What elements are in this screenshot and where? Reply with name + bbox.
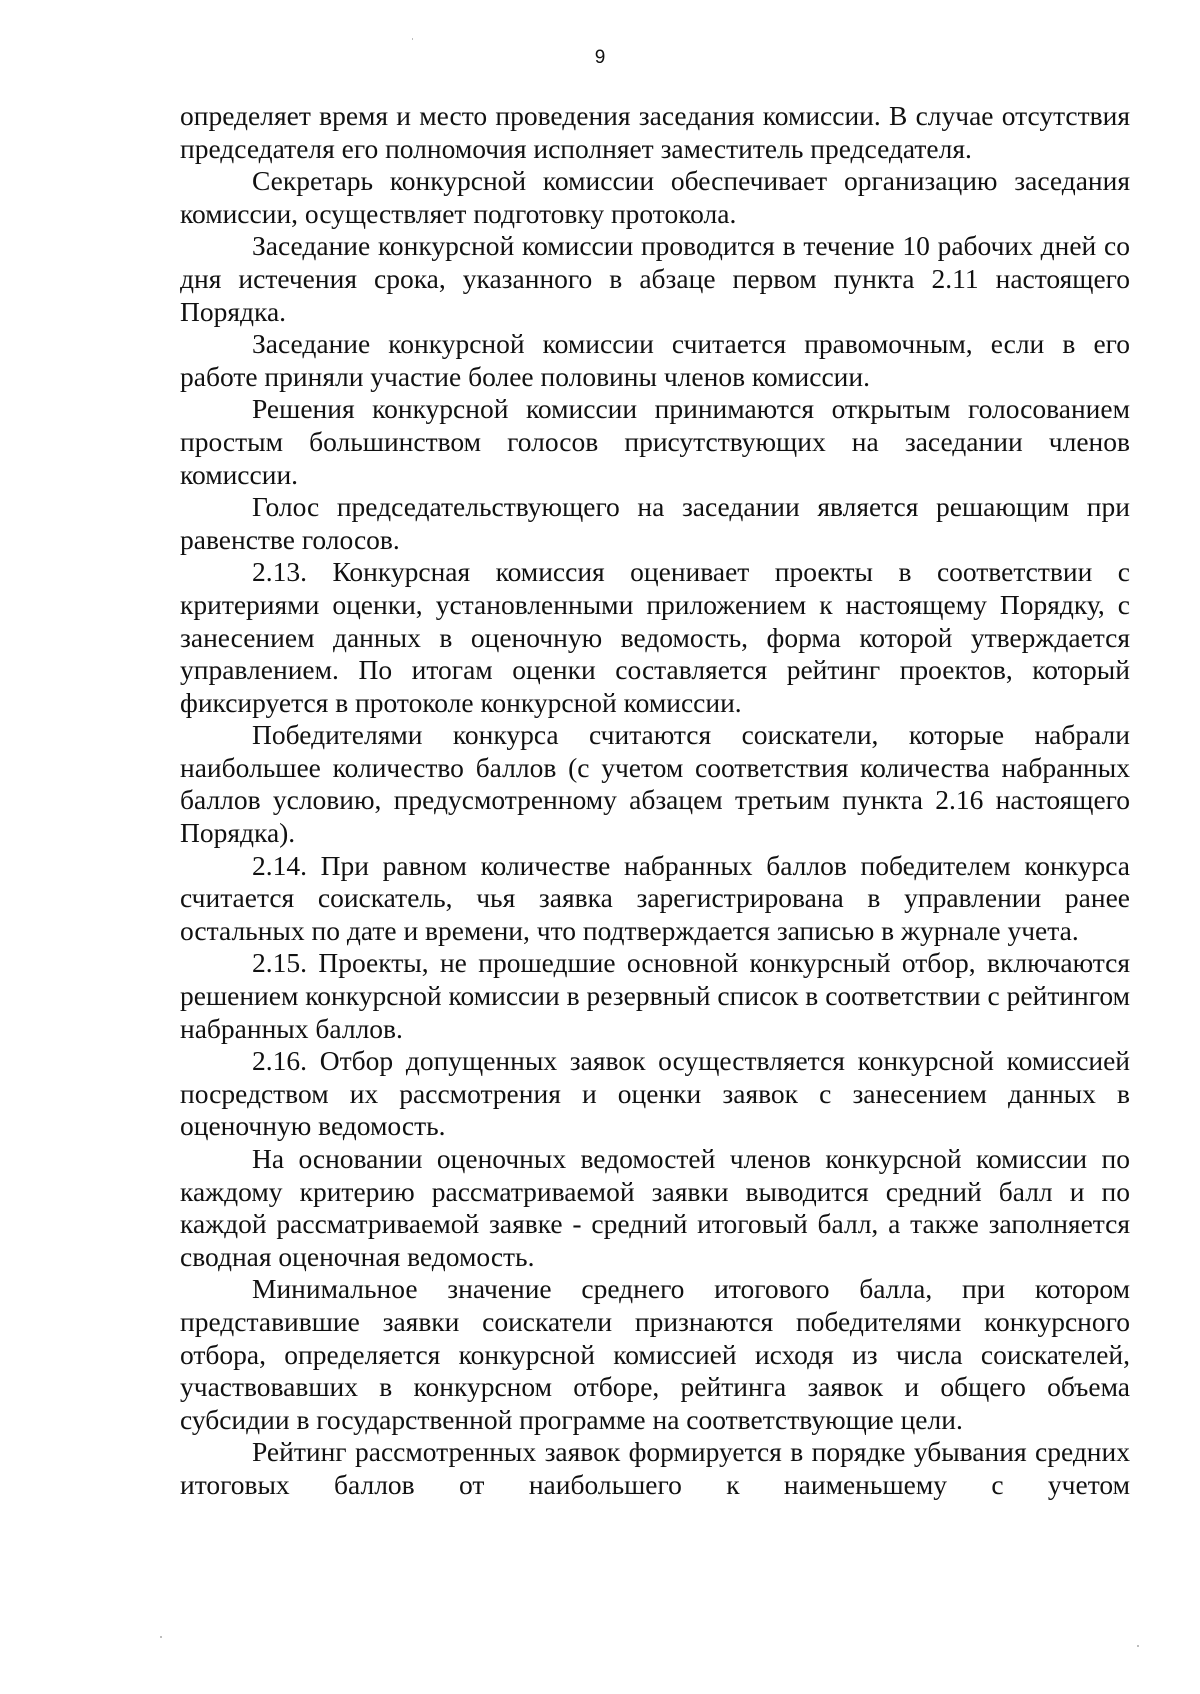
scan-speck: [160, 1636, 162, 1638]
paragraph-2-13: 2.13. Конкурсная комиссия оценивает проекты в соответствии с критериями оценки, установленными приложением к настоящему Порядку, с занесением данных в оценочную ведомость, форма которой утверждается управлением. По итогам оценки составляется рейтинг проектов, который фиксируется в протоколе конкурсной комиссии.: [180, 556, 1130, 718]
paragraph-secretary: Секретарь конкурсной комиссии обеспечивает организацию заседания комиссии, осуществляет подготовку протокола.: [180, 165, 1130, 229]
paragraph-minimum-score: Минимальное значение среднего итогового балла, при котором представившие заявки соискатели признаются победителями конкурсного отбора, определяется конкурсной комиссией исходя из числа соискателей, участвовавших в конкурсном отборе, рейтинга заявок и общего объема субсидии в государственной программе на соответствующие цели.: [180, 1273, 1130, 1435]
paragraph-winners: Победителями конкурса считаются соискатели, которые набрали наибольшее количество баллов (с учетом соответствия количества набранных баллов условию, предусмотренному абзацем третьим пункта 2.16 настоящего Порядка).: [180, 719, 1130, 849]
paragraph-2-15: 2.15. Проекты, не прошедшие основной конкурсный отбор, включаются решением конкурсной комиссии в резервный список в соответствии с рейтингом набранных баллов.: [180, 947, 1130, 1044]
paragraph-meeting-timing: Заседание конкурсной комиссии проводится в течение 10 рабочих дней со дня истечения срока, указанного в абзаце первом пункта 2.11 настоящего Порядка.: [180, 230, 1130, 327]
document-body: [180, 100, 1130, 1502]
paragraph-rating: Рейтинг рассмотренных заявок формируется в порядке убывания средних итоговых баллов от наибольшего к наименьшему с учетом: [180, 1436, 1130, 1500]
paragraph-average-score: На основании оценочных ведомостей членов конкурсной комиссии по каждому критерию рассматриваемой заявки выводится средний балл и по каждой рассматриваемой заявке - средний итоговый балл, а также заполняется сводная оценочная ведомость.: [180, 1143, 1130, 1272]
scan-speck: [1137, 1645, 1139, 1647]
paragraph-deciding-vote: Голос председательствующего на заседании является решающим при равенстве голосов.: [180, 491, 1130, 555]
page-number: 9: [594, 47, 606, 68]
paragraph-2-16: 2.16. Отбор допущенных заявок осуществляется конкурсной комиссией посредством их рассмотрения и оценки заявок с занесением данных в оценочную ведомость.: [180, 1045, 1130, 1142]
paragraph-voting: Решения конкурсной комиссии принимаются открытым голосованием простым большинством голосов присутствующих на заседании членов комиссии.: [180, 393, 1130, 490]
paragraph-quorum: Заседание конкурсной комиссии считается правомочным, если в его работе приняли участие более половины членов комиссии.: [180, 328, 1130, 392]
paragraph-continuation: определяет время и место проведения заседания комиссии. В случае отсутствия председателя его полномочия исполняет заместитель председателя.: [180, 100, 1130, 164]
scan-speck: [412, 38, 413, 40]
paragraph-2-14: 2.14. При равном количестве набранных баллов победителем конкурса считается соискатель, чья заявка зарегистрирована в управлении ранее остальных по дате и времени, что подтверждается записью в журнале учета.: [180, 849, 1130, 946]
